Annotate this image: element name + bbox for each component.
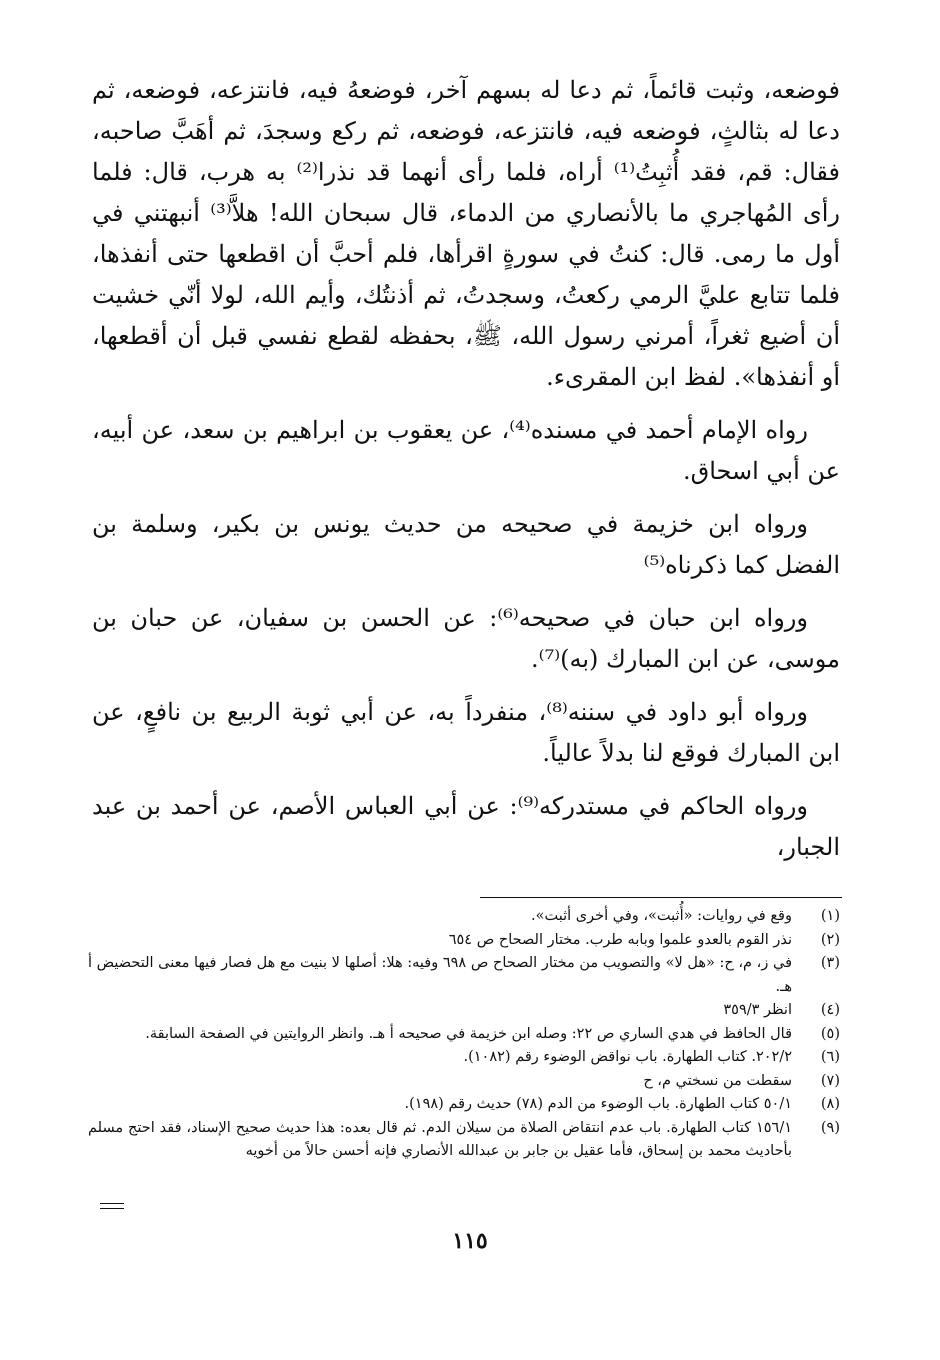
footnote-number: (٤) (820, 1002, 840, 1018)
footnote-number: (٧) (820, 1072, 840, 1089)
footnote-text: وقع في روايات: «أُثبت»، وفي أخرى أثبت». (531, 908, 792, 924)
paragraph: ورواه ابن حبان في صحيحه⁽⁶⁾: عن الحسن بن سفيان، عن حبان بن موسى، عن ابن المبارك (به)⁽⁷⁾. (92, 604, 840, 673)
footnote-number: (٥) (820, 1025, 840, 1042)
paragraph: فوضعه، وثبت قائماً، ثم دعا له بسهم آخر، فوضعهُ فيه، فانتزعه، فوضعه، ثم دعا له بثالثٍ، فوضعه فيه، فانتزعه، فوضعه، ثم ركع وسجدَ، ثم أهَبَّ صاحبه، فقال: قم، فقد أُثبِتُ⁽¹⁾ أراه، فلما رأى أنهما قد نذرا⁽²⁾ به هرب، قال: فلما رأى المُهاجري ما بالأنصاري من الدماء، قال سبحان الله! هلاَّ⁽³⁾ أنبهتني في أول ما رمى. قال: كنتُ في سورةٍ اقرأها، فلم أحبَّ أن اقطعها حتى أنفذها، فلما تتابع عليَّ الرمي ركعتُ، وسجدتُ، ثم أذنتُك، وأيم الله، لولا أنّي خشيت أن أضيع ثغراً، أمرني رسول الله، ﷺ، بحفظه لقطع نفسي قبل أن أقطعها، أو أنفذها». لفظ ابن المقرىء. (92, 76, 841, 391)
footnote-number: (٣) (820, 955, 840, 971)
footnote-item (88, 1046, 840, 1070)
footnote-text: في ز، م، ح: «هل لا» والتصويب من مختار الصحاح ص ٦٩٨ وفيه: هلا: أصلها لا بنيت مع هل فصار فيها معنى التحضيض أ هـ. (88, 955, 792, 995)
footnote-text: انظر ٣٥٩/٣ (723, 1002, 792, 1018)
footnote-item (88, 929, 840, 953)
paragraph: رواه الإمام أحمد في مسنده⁽⁴⁾، عن يعقوب بن ابراهيم بن سعد، عن أبيه، عن أبي اسحاق. (92, 416, 840, 485)
footnote-number: (٩) (820, 1119, 840, 1136)
footnote-text: قال الحافظ في هدي الساري ص ٢٢: وصله ابن خزيمة في صحيحه أ هـ. وانظر الروايتين في الصفحة السابقة. (145, 1025, 792, 1042)
footnote-item (88, 1117, 840, 1164)
footnote-item (88, 1023, 840, 1047)
footnote-number: (١) (820, 908, 840, 924)
footnote-number: (٨) (820, 1096, 840, 1112)
footnotes (88, 905, 840, 1164)
footnote-item (88, 905, 840, 929)
paragraph: ورواه أبو داود في سننه⁽⁸⁾، منفرداً به، عن أبي ثوبة الربيع بن نافعٍ، عن ابن المبارك فوقع لنا بدلاً عالياً. (92, 698, 840, 767)
footnote-item (88, 999, 840, 1023)
footnote-item (88, 1093, 840, 1117)
footnote-separator (480, 897, 842, 898)
paragraph: ورواه ابن خزيمة في صحيحه من حديث يونس بن بكير، وسلمة بن الفضل كما ذكرناه⁽⁵⁾ (92, 510, 840, 579)
footnote-number: (٦) (820, 1049, 840, 1065)
footnote-item (88, 952, 840, 999)
footnote-item (88, 1070, 840, 1094)
footnote-text: ١٥٦/١ كتاب الطهارة. باب عدم انتقاض الصلاة من سيلان الدم. ثم قال بعده: هذا حديث صحيح الإسناد، فقد احتج مسلم بأحاديث محمد بن إسحاق، فأما عقيل بن جابر بن عبدالله الأنصاري فإنه أحسن حالاً من أخويه (88, 1119, 792, 1159)
paragraph: ورواه الحاكم في مستدركه⁽⁹⁾: عن أبي العباس الأصم، عن أحمد بن عبد الجبار، (92, 792, 840, 861)
footnote-text: ٢٠٢/٢. كتاب الطهارة. باب نواقض الوضوء رقم (١٠٨٢). (463, 1049, 792, 1065)
footnote-number: (٢) (820, 931, 840, 948)
footnote-text: ٥٠/١ كتاب الطهارة. باب الوضوء من الدم (٧٨) حديث رقم (١٩٨). (404, 1096, 792, 1112)
continuation-mark (100, 1203, 124, 1209)
main-text (92, 70, 840, 868)
footnote-text: نذر القوم بالعدو علموا وبابه طرب. مختار الصحاح ص ٦٥٤ (448, 931, 792, 948)
page-number: ١١٥ (452, 1228, 488, 1254)
footnote-text: سقطت من نسختي م، ح (643, 1072, 792, 1089)
